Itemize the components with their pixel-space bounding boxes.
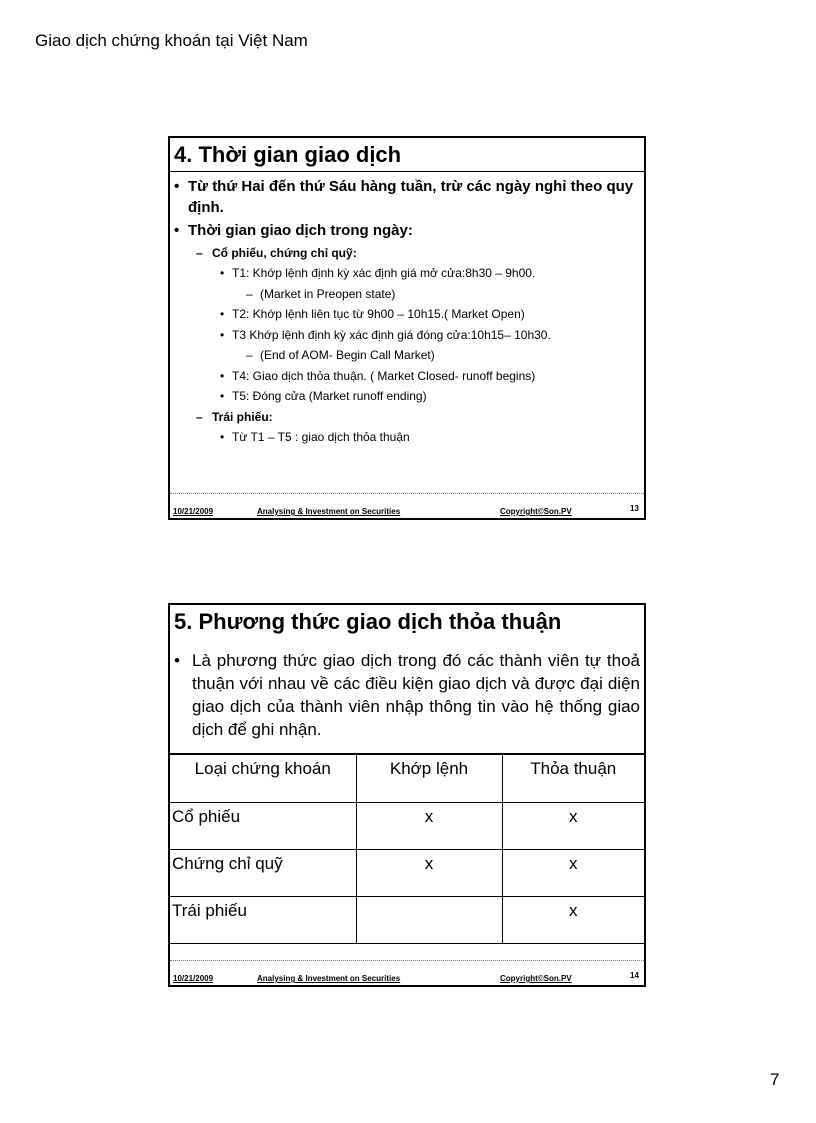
list-item <box>174 325 638 346</box>
table-header-row <box>170 755 644 802</box>
table-cell: x <box>502 849 644 896</box>
list-item <box>174 304 638 325</box>
bullet-text: Là phương thức giao dịch trong đó các thành viên tự thoả thuận với nhau về các điều kiện giao dịch và được đại diện giao dịch của thành viên nhập thông tin vào hệ thống giao dịch để ghi nhận. <box>192 651 640 739</box>
slide-13 <box>168 136 646 520</box>
table-cell: Trái phiếu <box>170 896 356 943</box>
footer-date: 10/21/2009 <box>173 974 214 983</box>
bullet-item <box>174 220 638 241</box>
bullet-icon: • <box>220 307 225 321</box>
table-header-cell: Thỏa thuận <box>502 755 644 802</box>
table-cell: Cổ phiếu <box>170 802 356 849</box>
bullet-icon: • <box>220 327 225 342</box>
table-row <box>170 849 644 896</box>
list-item-text: T1: Khớp lệnh định kỳ xác định giá mở cửa:8h30 – 9h00. <box>232 266 536 280</box>
table-row <box>170 896 644 943</box>
dash-icon: – <box>196 246 203 260</box>
sub-bullet-text: Trái phiếu: <box>212 409 273 424</box>
slide-body <box>170 639 644 755</box>
list-item <box>174 386 638 407</box>
dash-icon: – <box>196 409 203 424</box>
bullet-icon: • <box>174 178 180 195</box>
bullet-text: Từ thứ Hai đến thứ Sáu hàng tuần, trừ các ngày nghỉ theo quy định. <box>188 178 634 216</box>
list-item-text: T2: Khớp lệnh liên tục từ 9h00 – 10h15.( Market Open) <box>232 307 525 321</box>
list-item <box>174 284 638 305</box>
securities-table <box>170 755 644 944</box>
bullet-icon: • <box>220 429 225 444</box>
table-cell: x <box>502 896 644 943</box>
table-cell: x <box>356 802 502 849</box>
bullet-text: Thời gian giao dịch trong ngày: <box>188 222 413 239</box>
table-row <box>170 802 644 849</box>
list-item <box>174 427 638 448</box>
bullet-icon: • <box>174 651 180 670</box>
dash-icon: – <box>246 286 253 301</box>
slide-number: 13 <box>630 504 639 513</box>
list-item-text: (Market in Preopen state) <box>260 286 396 301</box>
bullet-icon: • <box>174 222 180 239</box>
list-item <box>174 366 638 387</box>
table-cell: Chứng chỉ quỹ <box>170 849 356 896</box>
list-item-text: (End of AOM- Begin Call Market) <box>260 348 435 362</box>
table-header-cell: Loại chứng khoán <box>170 755 356 802</box>
table-cell: x <box>502 802 644 849</box>
sub-bullet-item <box>174 243 638 263</box>
footer-date: 10/21/2009 <box>173 507 214 516</box>
bullet-icon: • <box>220 389 225 403</box>
list-item-text: T3 Khớp lệnh định kỳ xác định giá đóng cửa:10h15– 10h30. <box>232 327 551 342</box>
slide-title: 4. Thời gian giao dịch <box>170 138 644 172</box>
page-number: 7 <box>770 1070 780 1089</box>
slide-14 <box>168 603 646 987</box>
list-item-text: Từ T1 – T5 : giao dịch thỏa thuận <box>232 429 410 444</box>
list-item <box>174 345 638 366</box>
slide-body <box>170 172 644 447</box>
footer-copyright: Copyright©Son.PV <box>500 974 572 983</box>
dash-icon: – <box>246 348 253 362</box>
slide-number: 14 <box>630 971 639 980</box>
bullet-item <box>174 176 638 218</box>
bullet-icon: • <box>220 368 225 383</box>
sub-bullet-text: Cổ phiếu, chứng chỉ quỹ: <box>212 246 357 260</box>
table-cell <box>356 896 502 943</box>
list-item-text: T4: Giao dịch thỏa thuận. ( Market Closed- runoff begins) <box>232 368 536 383</box>
footer-course: Analysing & Investment on Securities <box>257 507 401 516</box>
footer-course: Analysing & Investment on Securities <box>257 974 401 983</box>
list-item <box>174 263 638 284</box>
slide-footer <box>170 960 644 985</box>
table-cell: x <box>356 849 502 896</box>
footer-copyright: Copyright©Son.PV <box>500 507 572 516</box>
slide-footer <box>170 493 644 518</box>
slide-title: 5. Phương thức giao dịch thỏa thuận <box>174 609 562 634</box>
list-item-text: T5: Đóng cửa (Market runoff ending) <box>232 389 427 403</box>
page-header: Giao dịch chứng khoán tại Việt Nam <box>35 31 308 50</box>
table-header-cell: Khớp lệnh <box>356 755 502 802</box>
sub-bullet-item <box>174 407 638 427</box>
bullet-icon: • <box>220 266 225 280</box>
